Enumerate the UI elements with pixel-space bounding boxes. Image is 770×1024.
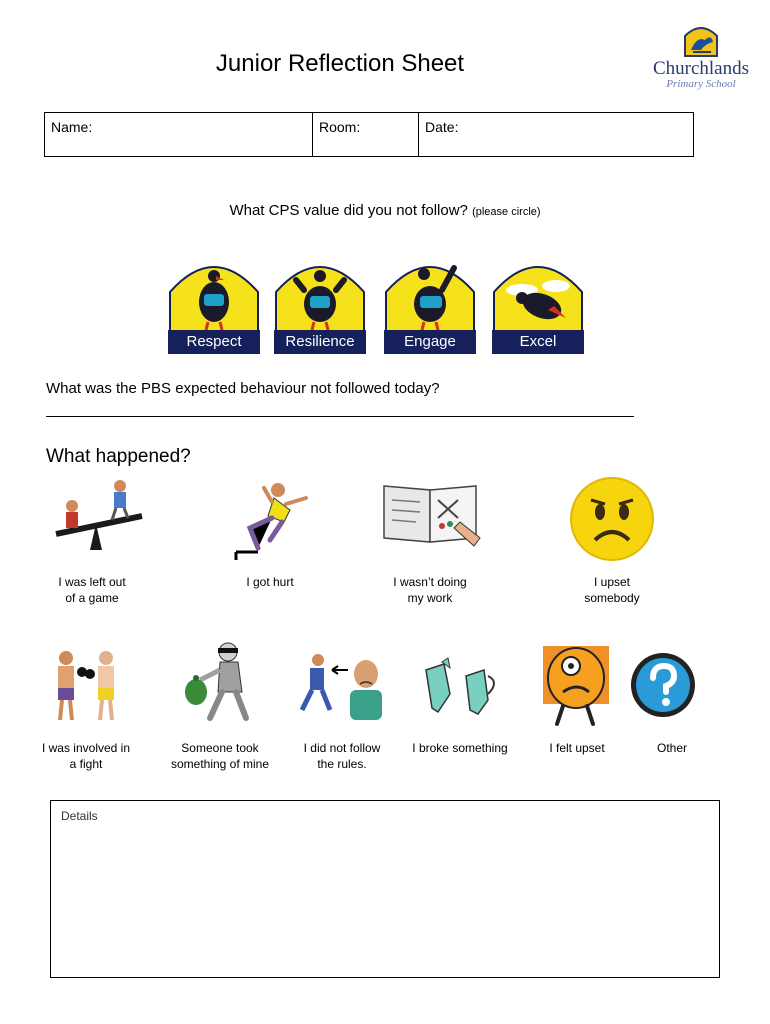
pbs-question: What was the PBS expected behaviour not followed today? — [46, 380, 440, 397]
student-info-table — [44, 112, 694, 157]
option-upset-somebody[interactable] — [552, 474, 672, 614]
seesaw-icon — [46, 474, 146, 554]
room-field[interactable] — [313, 113, 419, 156]
school-logo — [646, 20, 756, 100]
option-caption: I broke something — [412, 741, 508, 755]
option-felt-upset[interactable] — [522, 640, 632, 780]
option-fight[interactable] — [30, 640, 142, 780]
value-badge-resilience[interactable] — [274, 250, 366, 354]
option-not-working[interactable] — [370, 474, 490, 614]
name-label: Name: — [51, 119, 93, 135]
cps-question-hint: (please circle) — [472, 206, 541, 218]
option-caption: I did not follow — [303, 741, 381, 755]
option-caption: I got hurt — [246, 575, 294, 589]
option-caption: I was involved in — [41, 741, 131, 755]
date-label: Date: — [425, 119, 459, 135]
option-caption: I wasn’t doing — [393, 575, 467, 589]
not-listening-icon — [292, 648, 392, 728]
option-caption: my work — [407, 591, 453, 605]
upset-face-icon — [537, 640, 617, 730]
what-happened-heading: What happened? — [46, 446, 191, 467]
broken-cup-icon — [416, 654, 506, 724]
option-caption: I upset — [593, 575, 631, 589]
logo-school-subtitle: Primary School — [666, 78, 736, 90]
room-label: Room: — [319, 119, 361, 135]
option-other[interactable] — [622, 640, 722, 780]
value-badge-respect[interactable] — [168, 250, 260, 354]
sad-face-icon — [567, 474, 657, 564]
option-left-out[interactable] — [32, 474, 152, 614]
option-caption: somebody — [584, 591, 640, 605]
value-badge-excel[interactable] — [492, 250, 584, 354]
details-textbox[interactable] — [50, 800, 720, 978]
cps-question-text: What CPS value did you not follow? — [229, 202, 468, 219]
boxing-icon — [36, 648, 136, 728]
details-label: Details — [61, 809, 98, 823]
thief-icon — [176, 640, 266, 724]
option-got-hurt[interactable] — [210, 474, 330, 614]
value-label: Excel — [492, 330, 584, 354]
pbs-answer-line[interactable] — [46, 416, 634, 417]
page-title: Junior Reflection Sheet — [215, 50, 465, 77]
value-badge-engage[interactable] — [384, 250, 476, 354]
option-caption: of a game — [65, 591, 119, 605]
value-label: Respect — [168, 330, 260, 354]
date-field[interactable] — [419, 113, 693, 156]
name-field[interactable] — [45, 113, 313, 156]
value-label: Engage — [384, 330, 476, 354]
option-caption: the rules. — [317, 757, 367, 771]
question-mark-icon — [628, 650, 698, 720]
option-caption: something of mine — [170, 757, 270, 771]
school-crest-icon — [681, 20, 721, 58]
book-writing-icon — [380, 480, 484, 550]
logo-school-name: Churchlands — [652, 58, 750, 79]
option-caption: Other — [656, 741, 687, 755]
option-caption: a fight — [69, 757, 103, 771]
option-caption: Someone took — [181, 741, 259, 755]
option-someone-took[interactable] — [160, 640, 280, 780]
option-broke-something[interactable] — [404, 640, 516, 780]
cps-value-question — [0, 202, 770, 219]
falling-person-icon — [224, 478, 324, 564]
value-label: Resilience — [274, 330, 366, 354]
option-caption: I was left out — [58, 575, 126, 589]
option-rules[interactable] — [282, 640, 402, 780]
option-caption: I felt upset — [549, 741, 605, 755]
